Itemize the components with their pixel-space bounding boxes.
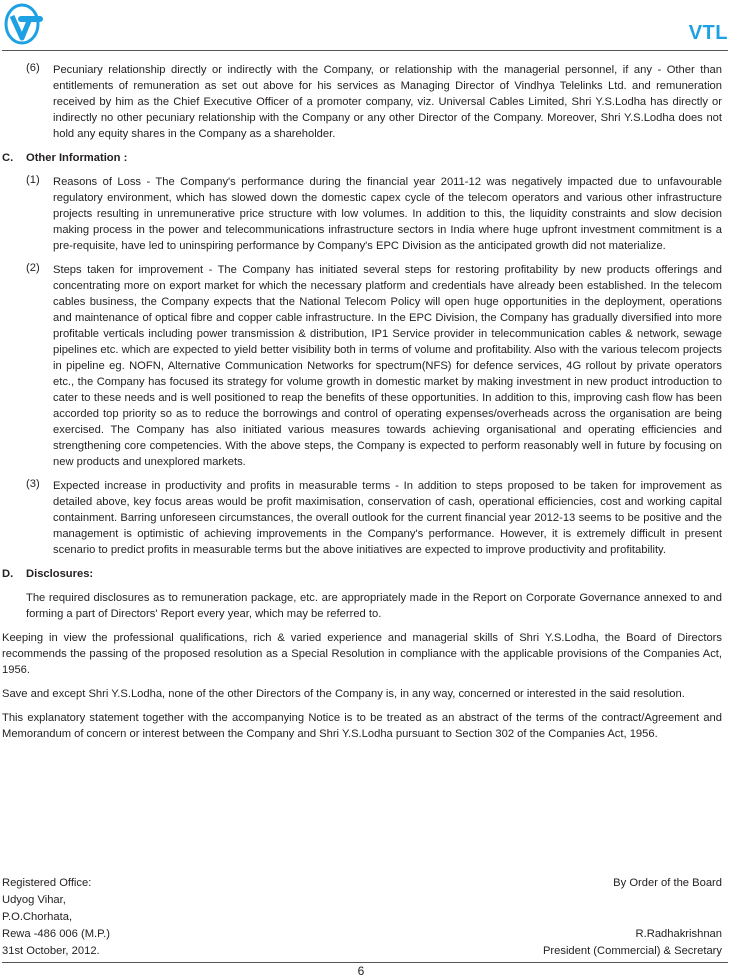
brand-name: VTL [688, 22, 728, 44]
registered-office [2, 875, 110, 960]
footer-right-line: By Order of the Board [613, 877, 722, 889]
section-d-text: The required disclosures as to remuneration package, etc. are appropriately made in the Report on Corporate Governance annexed to and forming a part of Directors' Report every year, which may be referred to. [26, 592, 722, 620]
header-divider [2, 50, 728, 51]
footer-right-line: President (Commercial) & Secretary [542, 945, 722, 957]
list-item-c2 [0, 262, 722, 470]
footer-left-line: 31st October, 2012. [2, 945, 100, 957]
footer-right-line: R.Radhakrishnan [635, 928, 722, 940]
vtl-logo-icon [3, 3, 45, 45]
item-number: (3) [26, 478, 40, 490]
item-text: Pecuniary relationship directly or indirectly with the Company, or relationship with the managerial personnel, if any - Other than entitlements of remuneration as set out above for his services as Managing Director of Vindhya Telelinks Ltd. and remuneration received by him as the Chief Executive Officer of a promoter company, viz. Universal Cables Limited, Shri Y.S.Lodha has directly or indirectly no other pecuniary relationship with the Company or any other Director of the Company. Moreover, Shri Y.S.Lodha does not hold any equity shares in the Company as a shareholder. [53, 64, 722, 140]
item-text: Reasons of Loss - The Company's performance during the financial year 2011-12 was negatively impacted due to unfavourable regulatory environment, which has slowed down the domestic capex cycle of the telecom operators and various other infrastructure projects resulting in unremunerative price structure with low volumes. In addition to this, the liquidity constraints and slow decision making process in the power and telecommunications infrastructure sectors in India where huge upfront investment commitment is a pre-requisite, have led to uninspiring performance by Company's EPC Division as the anticipated growth did not materialize. [53, 176, 722, 252]
item-number: (1) [26, 174, 40, 186]
footer-divider [2, 962, 728, 963]
paragraph [0, 630, 722, 678]
list-item-c3 [0, 478, 722, 558]
list-item-6 [0, 62, 722, 142]
footer-left-line: Rewa -486 006 (M.P.) [2, 928, 110, 940]
section-d-heading [0, 566, 722, 582]
paragraph [0, 686, 722, 702]
section-title: Disclosures: [26, 568, 94, 580]
item-text: Steps taken for improvement - The Company has initiated several steps for restoring profitability by new products offerings and concentrating more on export market for which the necessary platform and credentials have already been established. In the telecom cables business, the Company expects that the National Telecom Policy will open huge opportunities in the deployment, operations and maintenance of optical fibre and copper cable infrastructure. In the EPC Division, the Company has gradually diversified into more profitable verticals including power transmission & distribution, IP1 Service provider in telecommunication cables & network, sewage pipelines etc. which are expected to yield better visibility both in terms of volume and profitability. Also with the various telecom projects in pipeline eg. NOFN, Alternative Communication Networks for spectrum(NFS) for defence services, 4G rollout by private operators etc., the Company has focused its strategy for volume growth in domestic market by making investment in new product introduction to cater to these needs and is well positioned to reap the benefits of these opportunities. In addition to this, improving cash flow has been accorded top priority so as to reduce the borrowings and control of operating expenses/overheads across the organisation are being exercised. The Company has also initiated various measures towards achieving organisational and operating efficiencies and strengthening core competencies. With the above steps, the Company is expected to perform reasonably well in future by focusing on new products and unexplored markets. [53, 264, 722, 468]
board-signature [543, 875, 722, 960]
section-title: Other Information : [26, 152, 128, 164]
item-number: (6) [26, 62, 40, 74]
section-c-heading [0, 150, 722, 166]
footer-left-line: P.O.Chorhata, [2, 911, 73, 923]
document-body [0, 62, 722, 750]
list-item-c1 [0, 174, 722, 254]
footer-right-spacer [543, 892, 722, 909]
paragraph-text: Keeping in view the professional qualifications, rich & varied experience and managerial skills of Shri Y.S.Lodha, the Board of Directors recommends the passing of the proposed resolution as a Special Resolution in compliance with the applicable provisions of the Companies Act, 1956. [2, 632, 722, 676]
section-d-text-block [0, 590, 722, 622]
paragraph-text: This explanatory statement together with the accompanying Notice is to be treated as an abstract of the terms of the contract/Agreement and Memorandum of concern or interest between the Company and Shri Y.S.Lodha pursuant to Section 302 of the Companies Act, 1956. [2, 712, 722, 740]
section-letter: D. [2, 568, 14, 580]
paragraph-text: Save and except Shri Y.S.Lodha, none of the other Directors of the Company is, in any way, concerned or interested in the said resolution. [2, 688, 685, 700]
footer-left-line: Udyog Vihar, [2, 894, 66, 906]
footer-right-spacer [543, 909, 722, 926]
page-header [0, 0, 742, 56]
item-text: Expected increase in productivity and profits in measurable terms - In addition to steps proposed to be taken for improvement as detailed above, key focus areas would be profit maximisation, conservation of cash, operational efficiencies, cost and working capital containment. Barring unforeseen circumstances, the overall outlook for the current financial year 2012-13 seems to be positive and the management is optimistic of achieving improvements in the Company's performance. However, it is extremely difficult in present scenario to predict profits in measurable terms but the above initiatives are expected to improve productivity and profitability. [53, 480, 722, 556]
footer-left-line: Registered Office: [2, 877, 92, 889]
section-letter: C. [2, 152, 14, 164]
item-number: (2) [26, 262, 40, 274]
page-number: 6 [357, 964, 365, 978]
paragraph [0, 710, 722, 742]
